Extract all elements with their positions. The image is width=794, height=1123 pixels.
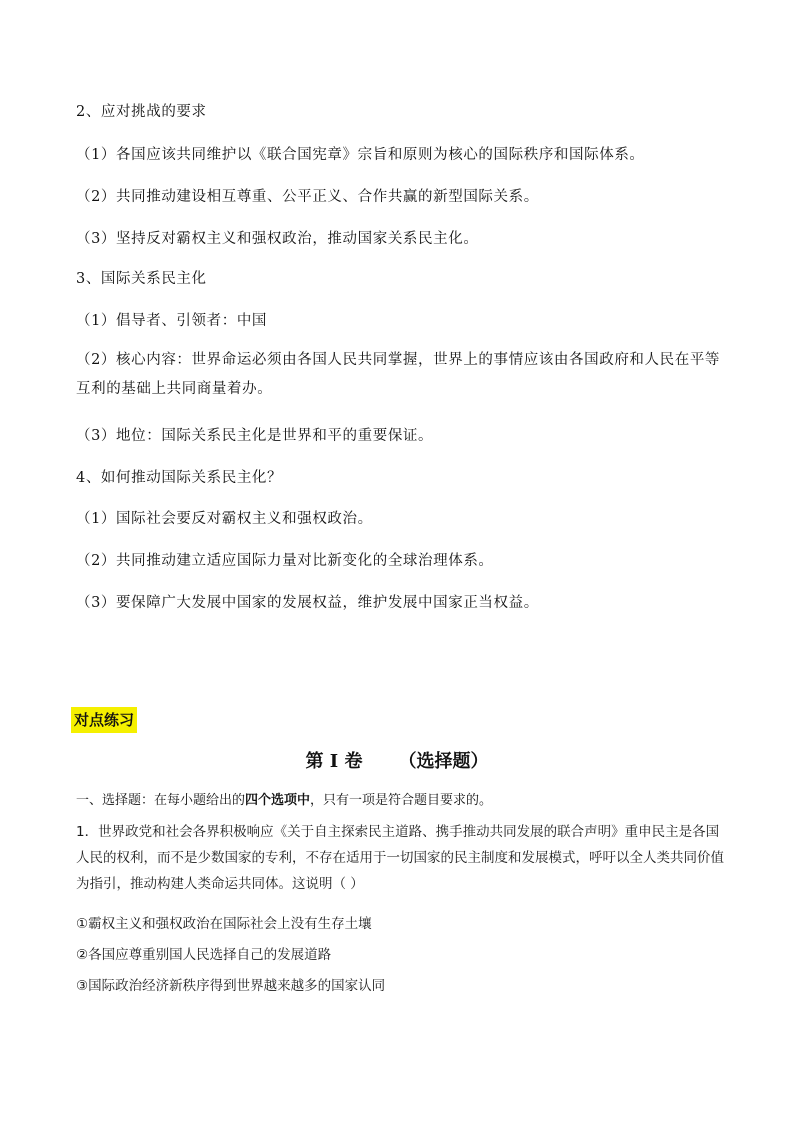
option-item: ③国际政治经济新秩序得到世界越来越多的国家认同	[76, 978, 386, 994]
list-item: （2）共同推动建立适应国际力量对比新变化的全球治理体系。	[76, 553, 494, 569]
list-item: （1）倡导者、引领者：中国	[76, 313, 268, 329]
option-item: ①霸权主义和强权政治在国际社会上没有生存土壤	[76, 916, 372, 932]
heading-how-to-promote: 4、如何推动国际关系民主化？	[76, 470, 283, 486]
list-item: （3）坚持反对霸权主义和强权政治，推动国家关系民主化。	[76, 231, 479, 247]
list-item: （1）各国应该共同维护以《联合国宪章》宗旨和原则为核心的国际秩序和国际体系。	[76, 147, 645, 163]
instruction-bold: 四个选项中	[245, 793, 311, 808]
list-item: （2）核心内容：世界命运必须由各国人民共同掌握，世界上的事情应该由各国政府和人民在平等互利的基础上共同商量着办。	[76, 352, 721, 397]
list-item: （3）要保障广大发展中国家的发展权益，维护发展中国家正当权益。	[76, 595, 539, 611]
list-item: （3）地位：国际关系民主化是世界和平的重要保证。	[76, 428, 434, 444]
option-item: ②各国应尊重别国人民选择自己的发展道路	[76, 947, 332, 963]
instruction-prefix: 一、选择题：在每小题给出的	[76, 793, 246, 808]
volume-type: （选择题）	[398, 751, 489, 772]
list-item: （2）共同推动建设相互尊重、公平正义、合作共赢的新型国际关系。	[76, 189, 539, 205]
volume-label: 第 I 卷	[305, 751, 363, 772]
instruction-text	[76, 791, 492, 811]
practice-badge: 对点练习	[71, 707, 137, 733]
heading-challenge-requirements: 2、应对挑战的要求	[76, 104, 207, 120]
section-title	[0, 749, 794, 775]
list-item: （1）国际社会要反对霸权主义和强权政治。	[76, 511, 373, 527]
heading-democratization: 3、国际关系民主化	[76, 271, 207, 287]
question-1: 1．世界政党和社会各界积极响应《关于自主探索民主道路、携手推动共同发展的联合声明》重申民主是各国人民的权利，而不是少数国家的专利，不存在适用于一切国家的民主制度和发展模式，呼吁以全人类共同价值为指引，推动构建人类命运共同体。这说明（ ）	[76, 824, 724, 892]
instruction-suffix: ，只有一项是符合题目要求的。	[310, 793, 493, 808]
